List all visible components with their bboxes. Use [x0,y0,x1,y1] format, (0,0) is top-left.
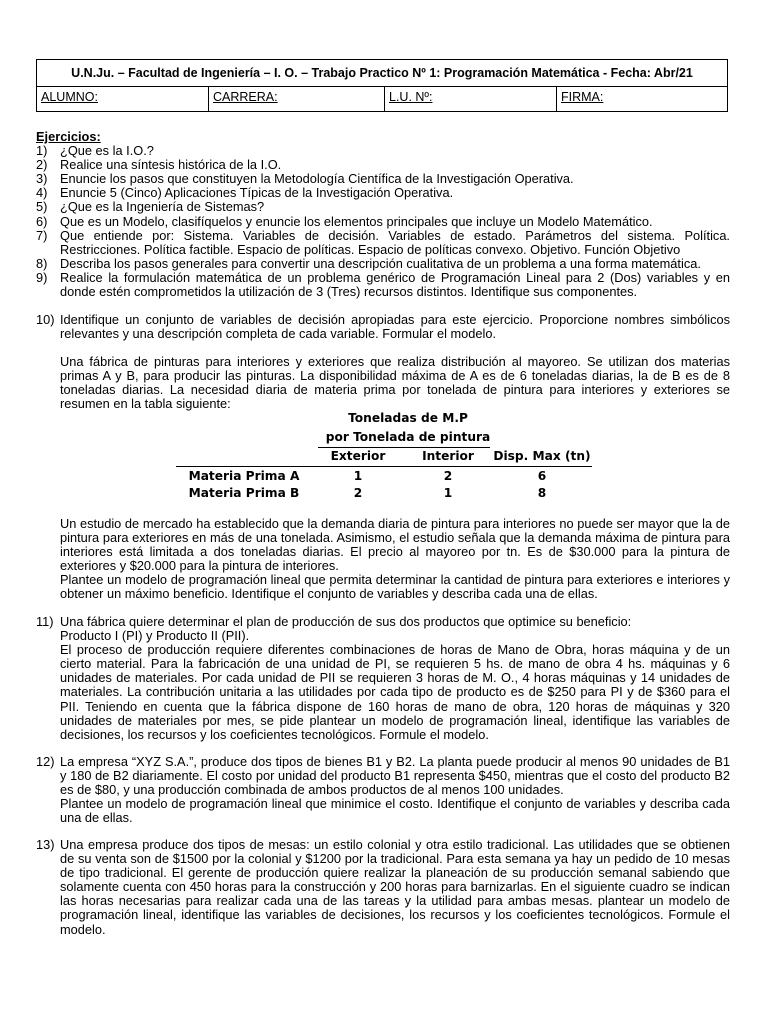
exercise-10-paragraph: Plantee un modelo de programación lineal que permita determinar la cantidad de pintura para exteriores e interiores y obtener un máximo beneficio. Identifique el conjunto de variables y describa cada una de ellas. [60,572,730,602]
item-text: Una empresa produce dos tipos de mesas: un estilo colonial y otra estilo tradicional. Las utilidades que se obtienen de su venta son de $1500 por la colonial y $1200 por la tradicional. Para esta semana ya hay un pedido de 10 mesas de tipo tradicional. El gerente de producción quiere realizar la planeación de su producción semanal sabiendo que solamente cuenta con 450 horas para la construcción y 200 horas para barnizarlas. En el siguiente cuadro se indican las horas necesarias para realizar cada una de las tareas y la utilidad para ambas mesas. plantear un modelo de programación lineal, identifique las variables de decisiones, los recursos y los coeficientes tecnológicos. Formule el modelo. [60,837,730,937]
exercise-10-paragraph: Un estudio de mercado ha establecido que la demanda diaria de pintura para interiores no puede ser mayor que la de pintura para exteriores en más de una tonelada. Asimismo, el estudio señala que la demanda máxima de pintura para interiores está limitada a dos toneladas diarias. El precio al mayoreo por tn. Es de $30.000 para la pintura de exteriores y $20.000 para la pintura de interiores. [60,516,730,574]
table-cell: 6 [537,469,547,483]
row-label: Materia Prima B [188,486,300,500]
table-rule-top [318,447,490,448]
item-text: Que es un Modelo, clasifíquelos y enuncie los elementos principales que incluye un Modelo Matemático. [60,213,653,229]
header-fields-row [37,87,727,111]
item-text: Realice la formulación matemática de un problema genérico de Programación Lineal para 2 (Dos) variables y en donde estén comprometidos la utilización de 3 (Tres) recursos distintos. Identifique sus componentes. [60,269,730,300]
item-number: 6) [36,213,48,229]
item-number: 7) [36,227,48,243]
col-header-disp-max: Disp. Max (tn) [493,449,591,463]
table-header-1: Toneladas de M.P [348,411,468,425]
exercises-title: Ejercicios: [36,129,101,144]
exercise-10-continued [36,517,730,602]
item-text: Realice una síntesis histórica de la I.O. [60,157,282,173]
table-cell: 1 [353,469,363,483]
col-header-exterior: Exterior [330,449,386,463]
item-text: Una fábrica quiere determinar el plan de producción de sus dos productos que optimice su beneficio: [60,614,632,629]
item-number: 4) [36,185,48,201]
list-item [36,615,730,629]
table-cell: 2 [353,486,363,500]
col-header-interior: Interior [422,449,474,463]
item-number: 3) [36,171,48,187]
exercise-11 [36,615,730,742]
item-number: 11) [36,614,54,629]
list-item [36,200,730,214]
list-item [36,186,730,200]
item-text: Identifique un conjunto de variables de decisión apropiadas para este ejercicio. Proporcione nombres simbólicos relevantes y una descripción completa de cada variable. Formular el modelo. [60,312,730,342]
exercise-11-paragraph: El proceso de producción requiere diferentes combinaciones de horas de Mano de Obra, horas máquina y de un cierto material. Para la fabricación de una unidad de PI, se requieren 5 hs. de mano de obra 4 hs. máquinas y 6 unidades de materiales. Por cada unidad de PII se requieren 3 horas de M. O., 4 horas máquinas y 14 unidades de materiales. La contribución unitaria a las utilidades por cada tipo de producto es de $250 para PI y de $360 para el PII. Teniendo en cuenta que la fábrica dispone de 160 horas de mano de obra, 120 horas de máquinas y 320 unidades de materiales por mes, se pide plantear un modelo de programación lineal, identifique las variables de decisiones, los recursos y los coeficientes tecnológicos. Formule el modelo. [60,642,730,742]
list-item [36,144,730,158]
item-number: 1) [36,143,48,159]
exercise-13 [36,838,730,937]
table-cell: 1 [443,486,453,500]
item-number: 5) [36,199,48,215]
list-item [36,271,730,299]
list-item [36,229,730,257]
item-number: 13) [36,837,55,852]
list-item [36,172,730,186]
item-text: ¿Que es la I.O.? [60,143,154,159]
exercise-11-subtitle: Producto I (PI) y Producto II (PII). [60,628,250,644]
list-item [36,313,730,341]
table-header-2: por Tonelada de pintura [325,430,491,444]
table-cell: 2 [443,469,453,483]
item-number: 12) [36,754,55,769]
item-text: Describa los pasos generales para convertir una descripción cualitativa de un problema a una forma matemática. [60,255,701,271]
table-cell: 8 [537,486,547,500]
exercises-list [36,130,730,299]
item-number: 9) [36,269,48,285]
exercise-12-paragraph: Plantee un modelo de programación lineal que minimice el costo. Identifique el conjunto de variables y describa cada una de ellas. [60,796,730,826]
lu-field: L.U. Nº: [385,87,557,111]
item-text: Enuncie 5 (Cinco) Aplicaciones Típicas de la Investigación Operativa. [60,185,454,201]
item-text: Enuncie los pasos que constituyen la Metodología Científica de la Investigación Operativa. [60,171,574,187]
exercise-10 [36,313,730,412]
item-number: 10) [36,312,55,327]
header-title: U.N.Ju. – Facultad de Ingeniería – I. O. – Trabajo Practico Nº 1: Programación Matemática - Fecha: Abr/21 [37,60,727,87]
item-number: 2) [36,157,48,173]
list-item [36,215,730,229]
item-text: ¿Que es la Ingeniería de Sistemas? [60,199,265,215]
exercise-10-paragraph: Una fábrica de pinturas para interiores y exteriores que realiza distribución al mayoreo. Se utilizan dos materias primas A y B, para producir las pinturas. La disponibilidad máxima de A es de 6 toneladas diarias, la de B es de 8 toneladas diarias. La necesidad diaria de materia prima por tonelada de pintura para interiores y exteriores se resumen en la tabla siguiente: [60,354,730,412]
alumno-field: ALUMNO: [37,87,209,111]
item-number: 8) [36,255,48,271]
header-table [36,59,728,112]
item-text: Que entiende por: Sistema. Variables de decisión. Variables de estado. Parámetros del sistema. Política. Restricciones. Política factible. Espacio de políticas. Espacio de políticas convexo. Objetivo. Función Objetivo [60,227,730,257]
row-label: Materia Prima A [188,469,300,483]
carrera-field: CARRERA: [209,87,385,111]
list-item [36,257,730,271]
item-text: La empresa “XYZ S.A.”, produce dos tipos de bienes B1 y B2. La planta puede producir al menos 90 unidades de B1 y 180 de B2 diariamente. El costo por unidad del producto B1 representa $450, mientras que el costo del producto B2 es de $80, y una producción combinada de ambos productos de al menos 100 unidades. [60,754,730,798]
list-item [36,158,730,172]
table-row [176,486,596,506]
firma-field: FIRMA: [561,90,604,104]
list-item [36,755,730,797]
table-rule-header [176,466,592,467]
exercise-12 [36,755,730,825]
list-item [36,838,730,937]
